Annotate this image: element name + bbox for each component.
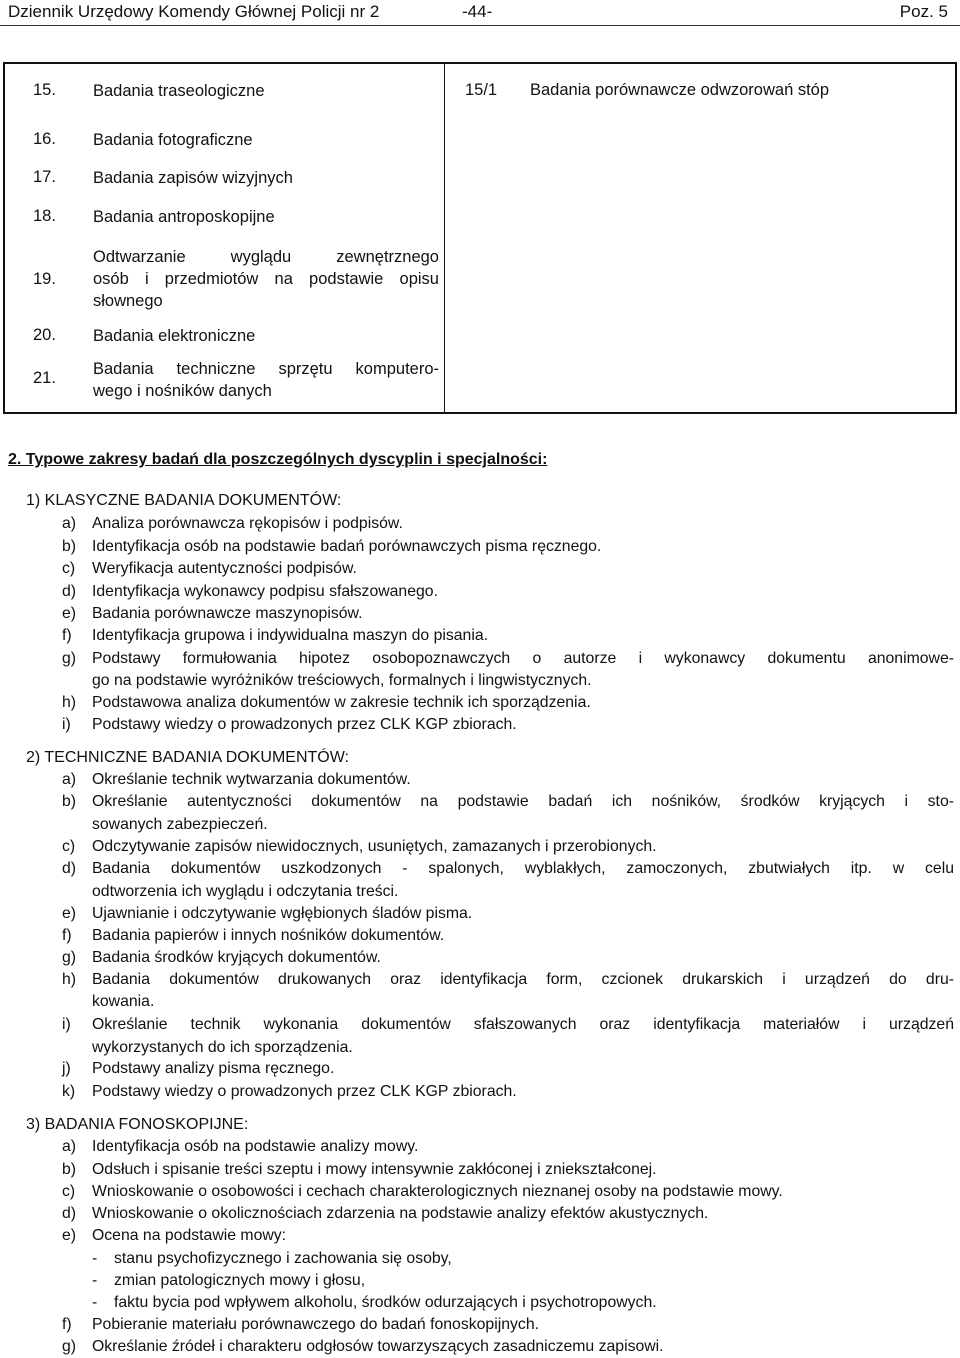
- header-rule: [0, 25, 960, 26]
- item-letter: i): [62, 716, 71, 733]
- item-text: Określanie autentyczności dokumentów na podstawie badań ich nośników, środków kryjących i sto-: [92, 793, 954, 810]
- item-letter: a): [62, 771, 77, 788]
- item-letter: a): [62, 1138, 77, 1155]
- item-text: Podstawowa analiza dokumentów w zakresie technik ich sporządzenia.: [92, 694, 591, 711]
- table-row-text: [93, 206, 439, 228]
- item-letter: b): [62, 1161, 77, 1178]
- item-text: Wnioskowanie o osobowości i cechach charakterologicznych nieznanej osoby na podstawie mowy.: [92, 1183, 783, 1200]
- table-row-text: [93, 167, 439, 189]
- item-text: Identyfikacja osób na podstawie analizy mowy.: [92, 1138, 419, 1155]
- table-row-number: 17.: [33, 168, 56, 186]
- sub-item-text: zmian patologicznych mowy i głosu,: [114, 1272, 366, 1289]
- item-letter: f): [62, 1316, 72, 1333]
- section-title: 2. Typowe zakresy badań dla poszczególnych dyscyplin i specjalności:: [8, 451, 548, 468]
- item-text-continuation: go na podstawie wyróżników treściowych, formalnych i lingwistycznych.: [92, 672, 592, 689]
- item-letter: b): [62, 793, 77, 810]
- item-text: Podstawy wiedzy o prowadzonych przez CLK KGP zbiorach.: [92, 716, 517, 733]
- table-row-line: Badania antroposkopijne: [93, 208, 275, 226]
- item-letter: f): [62, 927, 72, 944]
- item-text: Badania dokumentów uszkodzonych - spalonych, wyblakłych, zamoczonych, zbutwiałych itp. w celu: [92, 860, 954, 877]
- item-text: Określanie technik wytwarzania dokumentów.: [92, 771, 411, 788]
- item-text-continuation: kowania.: [92, 993, 155, 1010]
- disciplines-table: [3, 62, 957, 414]
- dash-bullet: -: [92, 1250, 98, 1267]
- table-row-text: [93, 80, 439, 102]
- item-text: Badania papierów i innych nośników dokumentów.: [92, 927, 445, 944]
- table-row-number: 18.: [33, 207, 56, 225]
- item-letter: f): [62, 627, 72, 644]
- item-letter: g): [62, 1338, 77, 1355]
- table-column-divider: [444, 64, 445, 412]
- item-text: Podstawy formułowania hipotez osobopoznawczych o autorze i wykonawcy dokumentu anonimowe-: [92, 650, 954, 667]
- item-letter: i): [62, 1016, 71, 1033]
- item-letter: d): [62, 1205, 77, 1222]
- item-letter: e): [62, 1227, 77, 1244]
- item-letter: j): [62, 1060, 71, 1077]
- table-row-text: [93, 129, 439, 151]
- table-row-number: 20.: [33, 326, 56, 344]
- table-row-line: Odtwarzanie wyglądu zewnętrznego: [93, 248, 439, 266]
- table-row-number: 16.: [33, 130, 56, 148]
- item-text-continuation: odtworzenia ich wyglądu i odczytania treści.: [92, 883, 399, 900]
- table-row-number: 21.: [33, 369, 56, 387]
- item-text: Identyfikacja wykonawcy podpisu sfałszowanego.: [92, 583, 438, 600]
- item-letter: a): [62, 515, 77, 532]
- item-text: Ujawnianie i odczytywanie wgłębionych śladów pisma.: [92, 905, 473, 922]
- table-row-number: 19.: [33, 270, 56, 288]
- sub-item-text: faktu bycia pod wpływem alkoholu, środków odurzających i psychotropowych.: [114, 1294, 657, 1311]
- table-row-line: Badania elektroniczne: [93, 327, 256, 345]
- table-row-line: Badania traseologiczne: [93, 82, 265, 100]
- table-row-number: 15.: [33, 81, 56, 99]
- subdiscipline-number: 15/1: [465, 81, 498, 99]
- dash-bullet: -: [92, 1294, 98, 1311]
- item-text: Pobieranie materiału porównawczego do badań fonoskopijnych.: [92, 1316, 539, 1333]
- item-text-continuation: wykorzystanych do ich sporządzenia.: [92, 1039, 353, 1056]
- item-text: Określanie źródeł i charakteru odgłosów towarzyszących zasadniczemu zapisowi.: [92, 1338, 664, 1355]
- table-row-line: słownego: [93, 292, 163, 310]
- table-row-text: [93, 358, 439, 402]
- item-text: Badania dokumentów drukowanych oraz identyfikacja form, czcionek drukarskich i urządzeń do dru-: [92, 971, 954, 988]
- item-text: Podstawy wiedzy o prowadzonych przez CLK KGP zbiorach.: [92, 1083, 517, 1100]
- group-title: 1) KLASYCZNE BADANIA DOKUMENTÓW:: [26, 492, 342, 509]
- item-text: Odsłuch i spisanie treści szeptu i mowy intensywnie zakłóconej i zniekształconej.: [92, 1161, 657, 1178]
- item-letter: e): [62, 905, 77, 922]
- item-text: Określanie technik wykonania dokumentów sfałszowanych oraz identyfikacja materiałów i urządzeń: [92, 1016, 954, 1033]
- item-letter: c): [62, 838, 76, 855]
- table-row-line: Badania fotograficzne: [93, 131, 253, 149]
- page-number: -44-: [462, 2, 493, 21]
- table-row-line: osób i przedmiotów na podstawie opisu: [93, 270, 439, 288]
- journal-title: Dziennik Urzędowy Komendy Głównej Policji nr 2: [8, 2, 380, 21]
- table-row-text: [93, 325, 439, 347]
- item-text: Odczytywanie zapisów niewidocznych, usuniętych, zamazanych i przerobionych.: [92, 838, 657, 855]
- item-text: Identyfikacja osób na podstawie badań porównawczych pisma ręcznego.: [92, 538, 602, 555]
- item-letter: c): [62, 1183, 76, 1200]
- sub-item-text: stanu psychofizycznego i zachowania się osoby,: [114, 1250, 452, 1267]
- item-text: Analiza porównawcza rękopisów i podpisów.: [92, 515, 403, 532]
- dash-bullet: -: [92, 1272, 98, 1289]
- item-text: Ocena na podstawie mowy:: [92, 1227, 287, 1244]
- item-text: Wnioskowanie o okolicznościach zdarzenia na podstawie analizy efektów akustycznych.: [92, 1205, 709, 1222]
- position-number: Poz. 5: [899, 2, 948, 21]
- item-letter: c): [62, 560, 76, 577]
- table-row-text: [93, 246, 439, 312]
- item-letter: g): [62, 650, 77, 667]
- item-text: Podstawy analizy pisma ręcznego.: [92, 1060, 335, 1077]
- item-letter: k): [62, 1083, 76, 1100]
- item-letter: d): [62, 583, 77, 600]
- item-text-continuation: sowanych zabezpieczeń.: [92, 816, 268, 833]
- item-text: Weryfikacja autentyczności podpisów.: [92, 560, 357, 577]
- item-letter: b): [62, 538, 77, 555]
- table-row-line: Badania techniczne sprzętu komputero-: [93, 360, 439, 378]
- page-header: [0, 0, 960, 28]
- group-title: 3) BADANIA FONOSKOPIJNE:: [26, 1116, 249, 1133]
- item-letter: h): [62, 694, 77, 711]
- table-row-line: wego i nośników danych: [93, 382, 272, 400]
- item-letter: g): [62, 949, 77, 966]
- item-text: Badania środków kryjących dokumentów.: [92, 949, 381, 966]
- item-letter: d): [62, 860, 77, 877]
- group-title: 2) TECHNICZNE BADANIA DOKUMENTÓW:: [26, 749, 349, 766]
- subdiscipline-text: Badania porównawcze odwzorowań stóp: [530, 81, 830, 99]
- table-row-line: Badania zapisów wizyjnych: [93, 169, 293, 187]
- item-letter: e): [62, 605, 77, 622]
- item-text: Identyfikacja grupowa i indywidualna maszyn do pisania.: [92, 627, 489, 644]
- item-text: Badania porównawcze maszynopisów.: [92, 605, 363, 622]
- item-letter: h): [62, 971, 77, 988]
